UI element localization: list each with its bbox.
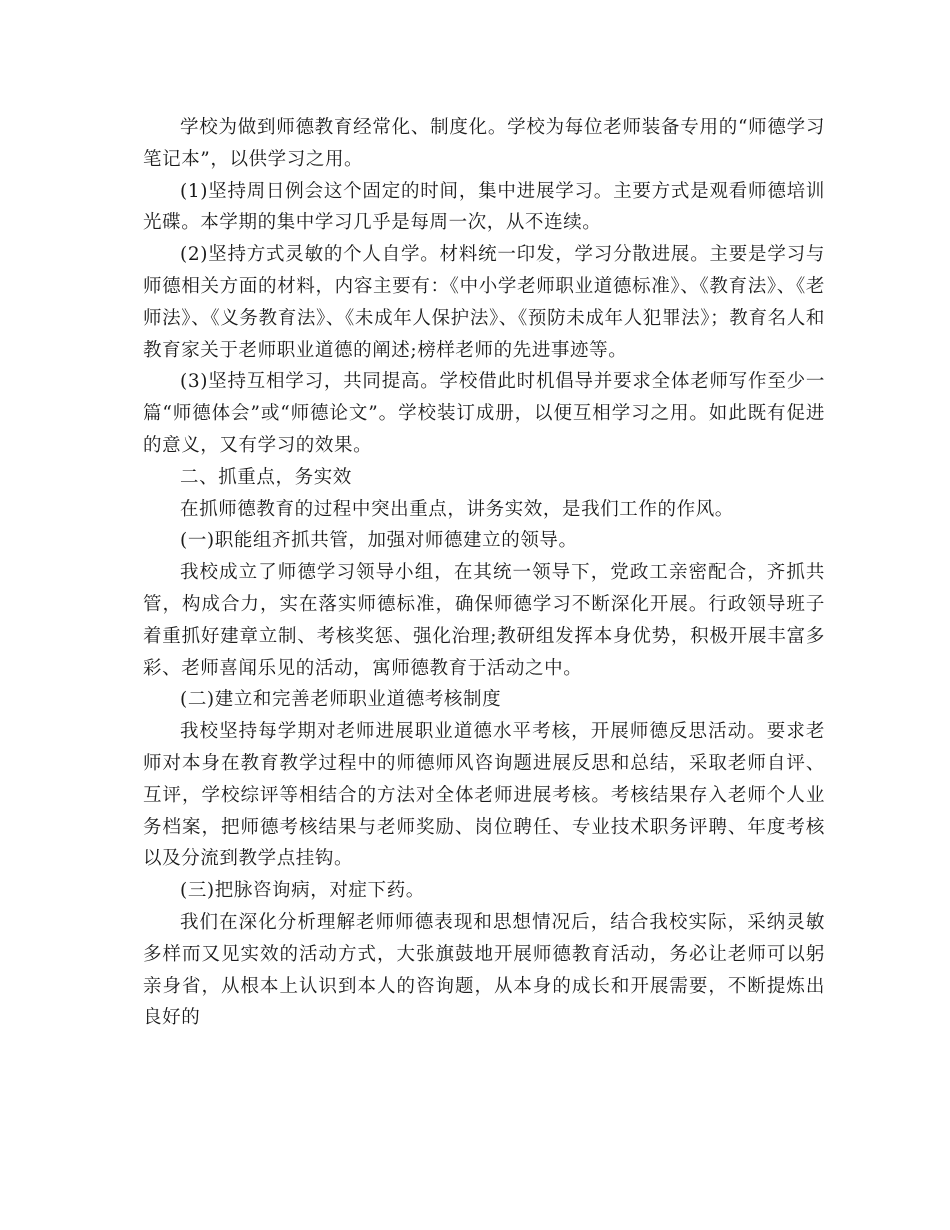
section-heading-key-points: 二、抓重点，务实效 [180, 466, 352, 488]
paragraph-study-notebook: 学校为做到师德教育经常化、制度化。学校为每位老师装备专用的“师德学习笔记本”，以供学习之用。 [143, 117, 825, 170]
paragraph-leadership-group: 我校成立了师德学习领导小组，在其统一领导下，党政工亲密配合，齐抓共管，构成合力，实在落实师德标准，确保师德学习不断深化开展。行政领导班子着重抓好建章立制、考核奖惩、强化治理;教研组发挥本身优势，积极开展丰富多彩、老师喜闻乐见的活动，寓师德教育于活动之中。 [143, 562, 825, 679]
paragraph-weekly-meeting: (1)坚持周日例会这个固定的时间，集中进展学习。主要方式是观看师德培训光碟。本学期的集中学习几乎是每周一次，从不连续。 [143, 180, 825, 234]
paragraph-mutual-learning: (3)坚持互相学习，共同提高。学校借此时机倡导并要求全体老师写作至少一篇“师德体会”或“师德论文”。学校装订成册，以便互相学习之用。如此既有促进的意义，又有学习的效果。 [143, 371, 825, 456]
paragraph-work-style: 在抓师德教育的过程中突出重点，讲务实效，是我们工作的作风。 [180, 498, 734, 520]
paragraph-activities: 我们在深化分析理解老师师德表现和思想情况后，结合我校实际，采纳灵敏多样而又见实效的活动方式，大张旗鼓地开展师德教育活动，务必让老师可以躬亲身省，从根本上认识到本人的咨询题，从本身的成长和开展需要，不断提炼出良好的 [143, 911, 825, 1029]
subheading-assessment-system: (二)建立和完善老师职业道德考核制度 [180, 689, 502, 711]
document-body [143, 112, 825, 1034]
subheading-leadership: (一)职能组齐抓共管，加强对师德建立的领导。 [180, 530, 578, 552]
paragraph-assessment: 我校坚持每学期对老师进展职业道德水平考核，开展师德反思活动。要求老师对本身在教育教学过程中的师德师风咨询题进展反思和总结，采取老师自评、互评，学校综评等相结合的方法对全体老师进展考核。考核结果存入老师个人业务档案，把师德考核结果与老师奖励、岗位聘任、专业技术职务评聘、年度考核以及分流到教学点挂钩。 [143, 721, 825, 870]
paragraph-self-study: (2)坚持方式灵敏的个人自学。材料统一印发，学习分散进展。主要是学习与师德相关方面的材料，内容主要有：《中小学老师职业道德标准》、《教育法》、《老师法》、《义务教育法》、《未成年人保护法》、《预防未成年人犯罪法》；教育名人和教育家关于老师职业道德的阐述;榜样老师的先进事迹等。 [143, 244, 825, 361]
subheading-diagnosis: (三)把脉咨询病，对症下药。 [180, 880, 425, 902]
